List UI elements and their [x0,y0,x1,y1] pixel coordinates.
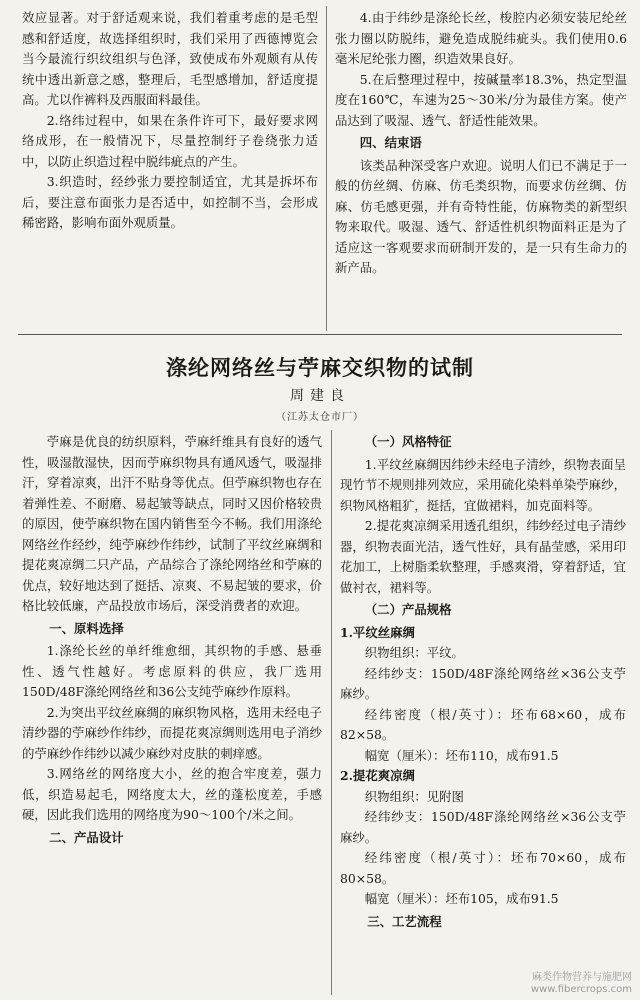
watermark-url: www.fibercrops.com [530,984,632,995]
subsection-heading-specs: （二）产品规格 [364,602,452,617]
paragraph: 3.织造时，经纱张力要控制适宜，尤其是拆坏布后，要注意布面张力是否适中，如控制不当，会形成稀密路，影响布面外观质量。 [22,174,318,230]
article-separator-line [18,334,622,335]
column-divider-top [326,6,327,331]
watermark-line: 麻类作物营养与施肥网 [532,972,632,983]
spec-line: 织物组织：见附图 [364,788,464,804]
section-heading-conclusion: 四、结束语 [359,135,422,150]
paragraph: 效应显著。对于舒适观来说，我们着重考虑的是毛型感和舒适度，故选择组织时，我们采用了西德博览会当今最流行织纹组织与色泽，致使成布外观颇有从传统中透出新意之感，整理后，毛型感增加，舒适度提高。尤以作裤料及西服面料最佳。 [22,10,318,107]
spec-line: 幅宽（厘米）：坯布105，成布91.5 [364,891,559,906]
paragraph: 1.涤纶长丝的单纤维愈细，其织物的手感、悬垂性、透气性越好。考虑原料的供应，我厂选用150D/48F涤纶网络丝和36公支纯苧麻纱作原料。 [22,643,322,699]
top-left-column [22,8,318,234]
column-divider-bottom [331,430,332,995]
paragraph: 2.络纬过程中，如果在条件许可下，最好要求网络成形，在一般情况下，尽量控制纡子卷绕张力适中，以防止织造过程中脱纬疵点的产生。 [22,112,318,169]
bottom-right-column [340,430,626,934]
article-author: 周建良 [290,388,350,404]
paragraph: 5.在后整理过程中，按碱量率18.3%，热定型温度在160℃，车速为25～30米/分为最佳方案。使产品达到了吸湿、透气、舒适性能效果。 [335,71,627,128]
section-heading-materials: 一、原料选择 [49,620,124,636]
bottom-left-column [22,432,322,850]
paragraph: 2.为突出平纹丝麻绸的麻织物风格，选用未经电子清纱器的苧麻纱作纬纱，而提花爽凉绸则选用电子消纱的苧麻纱作纬纱以减少麻纱对皮肤的刺痒感。 [22,704,322,761]
spec-line: 织物组织：平纹。 [364,645,464,660]
article-affiliation: （江苏太仓市厂） [276,412,364,423]
spec-line: 幅宽（厘米）：坯布110，成布91.5 [364,747,559,763]
spec-name: 2.提花爽凉绸 [340,768,415,783]
spec-line: 经纬密度（根/英寸）：坯布68×60，成布82×58。 [340,706,626,742]
paragraph: 3.网络丝的网络度大小，丝的抱合牢度差，强力低，织造易起毛，网络度太大，丝的蓬松度差，手感硬，因此我们选用的网络度为90～100个/米之间。 [22,766,322,822]
intro-paragraph: 苧麻是优良的纺织原料，苧麻纤维具有良好的透气性，吸湿散湿快，因而苧麻织物具有通风透气，吸湿排汗，穿着凉爽，出汗不贴身等优点。但苧麻织物也存在着弹性差、不耐磨、易起皱等缺点，同时又因价格较贵的原因，使苧麻织物在国内销售至今不畅。我们用涤纶网络丝作经纱，纯苧麻纱作纬纱，试制了平纹丝麻绸和提花爽凉绸二只产品，产品综合了涤纶网络丝和苧麻的优点，较好地达到了挺括、凉爽、不易起皱的要求，价格比较低廉，产品投放市场后，深受消费者的欢迎。 [22,434,322,613]
subsection-heading-style: （一）风格特征 [364,434,452,449]
spec-line: 经纬纱支：150D/48F涤纶网络丝×36公支苧麻纱。 [340,665,626,701]
paragraph: 2.提花爽凉绸采用透孔组织，纬纱经过电子清纱器，织物表面光洁，透气性好，具有晶莹感，采用印花加工，上树脂柔软整理，手感爽滑，穿着舒适，宜做衬衣，裙料等。 [340,518,626,595]
section-heading-design: 二、产品设计 [49,829,124,845]
top-right-column [335,8,627,279]
paragraph: 1.平纹丝麻绸因纬纱未经电子清纱，织物表面呈现竹节不规则排列效应，采用硫化染料单染苧麻纱，织物风格粗犷，挺括，宜做裙料，加克面料等。 [340,456,626,513]
paragraph: 4.由于纬纱是涤纶长丝，梭腔内必须安装尼纶丝张力圈以防脱纬，避免造成脱纬疵头。我们使用0.6毫米尼纶张力圈，织造效果良好。 [335,10,627,66]
spec-line: 经纬纱支：150D/48F涤纶网络丝×36公支苧麻纱。 [340,809,626,845]
spec-name: 1.平纹丝麻绸 [340,624,415,640]
site-watermark [531,972,632,996]
article-title: 涤纶网络丝与苧麻交织物的试制 [166,356,474,380]
paragraph: 该类品种深受客户欢迎。说明人们已不满足于一般的仿丝绸、仿麻、仿毛类织物，而要求仿丝绸、仿麻、仿毛感更强，并有奇特性能，仿麻物类的新型织物来取代。吸湿、透气、舒适性机织物面料正是为了适应这一客观要求而研制开发的，是一只有生命力的新产品。 [335,157,627,275]
section-heading-process: 三、工艺流程 [367,913,442,929]
spec-line: 经纬密度（根/英寸）：坯布70×60，成布80×58。 [340,850,626,886]
